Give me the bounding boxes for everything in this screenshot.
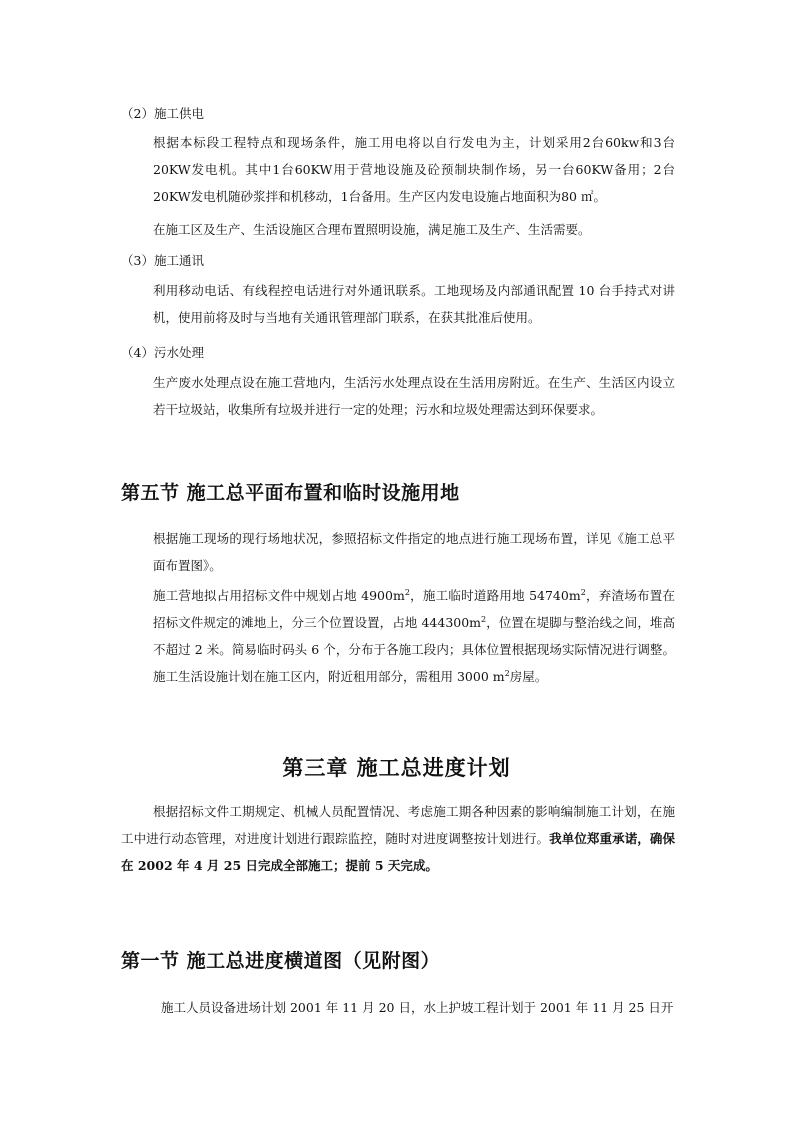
item-title-communication: （3）施工通讯	[121, 253, 204, 268]
paragraph-schedule-intro	[121, 798, 675, 879]
land-use-text-b: ，施工临时道路用地 54740m	[409, 588, 581, 603]
superscript-2: 2	[580, 587, 586, 597]
item-title-sewage: （4）污水处理	[121, 345, 204, 360]
item-title-power-supply: （2）施工供电	[121, 106, 204, 121]
paragraph-sewage: 生产废水处理点设在施工营地内，生活污水处理点设在生活用房附近。在生产、生活区内设立若干垃圾站，收集所有垃圾并进行一定的处理；污水和垃圾处理需达到环保要求。	[153, 375, 675, 417]
schedule-intro-text: 根据招标文件工期规定、机械人员配置情况、考虑施工期各种因素的影响编制施工计划，在施工中进行动态管理，对进度计划进行跟踪监控，随时对进度调整按计划进行。	[121, 804, 675, 846]
paragraph-lighting: 在施工区及生产、生活设施区合理布置照明设施，满足施工及生产、生活需要。	[153, 222, 591, 237]
paragraph-power-supply: 根据本标段工程特点和现场条件，施工用电将以自行发电为主，计划采用2台60kw和3台20KW发电机。其中1台60KW用于营地设施及砼预制块制作场，另一台60KW备用；2台20KW发电机随砂浆拌和机移动，1台备用。生产区内发电设施占地面积为80 ㎡。	[153, 135, 675, 204]
superscript-2: 2	[404, 587, 410, 597]
chapter-heading-schedule: 第三章 施工总进度计划	[282, 756, 511, 780]
paragraph-land-use	[153, 582, 675, 690]
paragraph-communication: 利用移动电话、有线程控电话进行对外通讯联系。工地现场及内部通讯配置 10 台手持式对讲机，使用前将及时与当地有关通讯管理部门联系，在获其批准后使用。	[153, 283, 675, 325]
land-use-text-e: 房屋。	[509, 669, 548, 684]
land-use-text-d: ，位置在堤脚与整治线之间，堆高不超过 2 米。简易临时码头 6 个，分布于各施工段内；具体位置根据现场实际情况进行调整。施工生活设施计划在施工区内，附近租用部分，需租用 3000 m	[153, 615, 675, 684]
section-heading-layout: 第五节 施工总平面布置和临时设施用地	[121, 482, 460, 504]
superscript-2: 2	[504, 668, 510, 678]
land-use-text-c: ，弃渣场布置在招标文件规定的滩地上，分三个位置设置，占地 444300m	[153, 588, 676, 630]
section-heading-gantt: 第一节 施工总进度横道图（见附图）	[121, 950, 441, 972]
paragraph-equipment-schedule: 施工人员设备进场计划 2001 年 11 月 20 日，水上护坡工程计划于 2001 年 11 月 25 日开	[161, 1000, 674, 1015]
paragraph-layout-reference: 根据施工现场的现行场地状况，参照招标文件指定的地点进行施工现场布置，详见《施工总平面布置图》。	[153, 531, 675, 573]
land-use-text-a: 施工营地拟占用招标文件中规划占地 4900m	[153, 588, 405, 603]
commitment-text: 我单位郑重承诺，确保在 2002 年 4 月 25 日完成全部施工；提前 5 天完成。	[121, 831, 675, 873]
superscript-2: 2	[481, 614, 487, 624]
